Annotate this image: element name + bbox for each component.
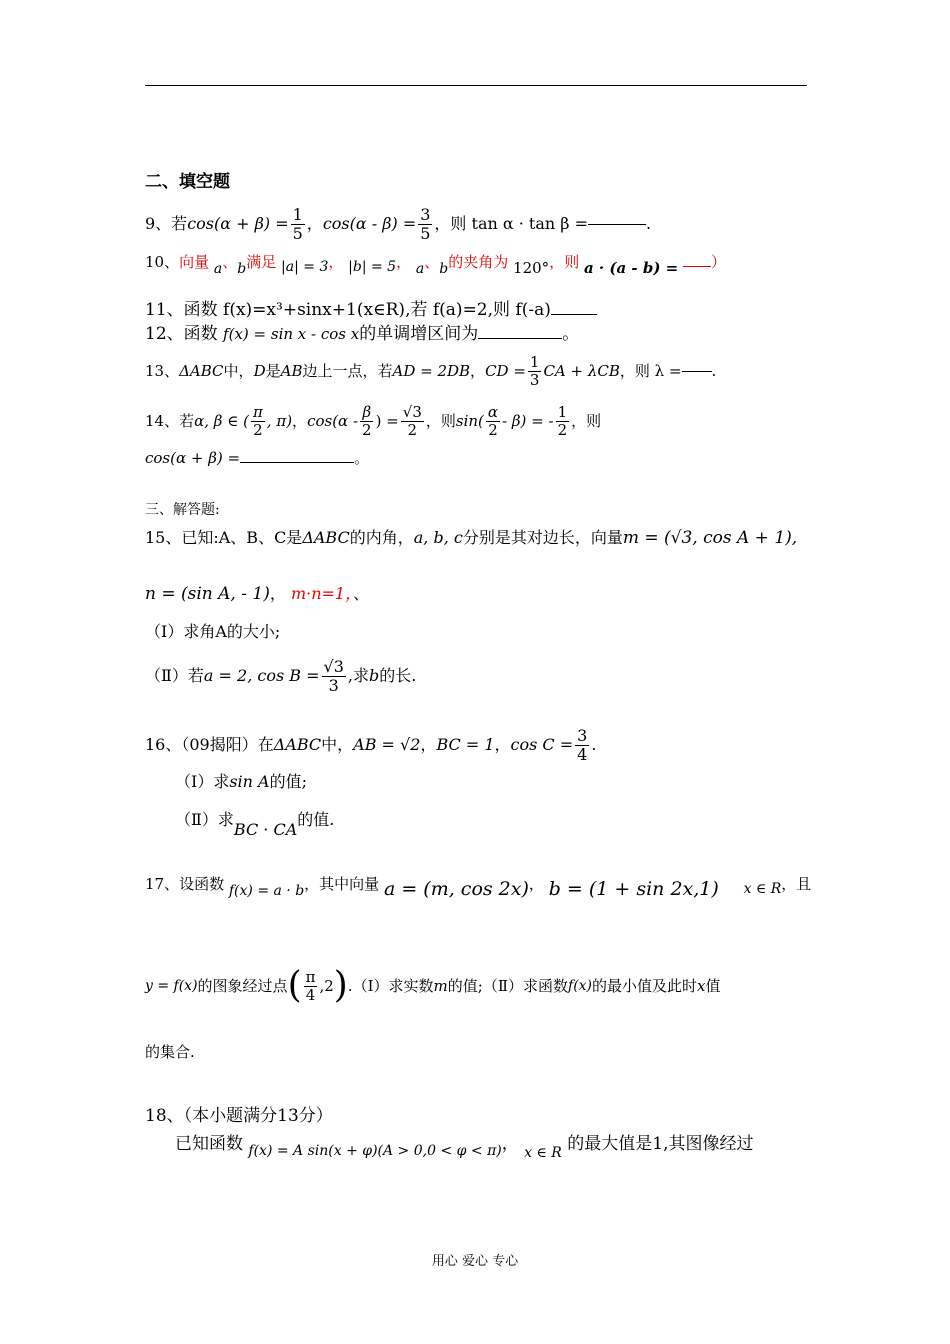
question-15-part-2: （Ⅱ）若 a = 2, cos B = $\frac{√3}{3}$ , 求 b 的长. xyxy=(145,656,417,695)
answer-blank[interactable] xyxy=(240,461,354,463)
question-16-part-1: （Ⅰ）求sin A的值; xyxy=(175,772,308,791)
header-rule xyxy=(145,85,807,86)
question-17-line-3: 的集合. xyxy=(145,1043,195,1061)
question-16-part-2: （Ⅱ）求BC · CA的值. xyxy=(175,810,335,839)
answer-blank[interactable] xyxy=(551,313,597,315)
question-14: 14、若 α, β ∈ ( $\frac{\pi}{2}$ , π) ， cos(α - $\frac{\beta}{2}$ ) = $\frac{√3}{2}$ ，则 sin( $\frac{\alpha}{2}$ - β) = - $\frac{1}{2}$ ，则 xyxy=(145,403,602,439)
question-18: 已知函数 $_{f(x) = A sin(x + \varphi)(A > 0,0 < \varphi < \pi)}$， $_{x \in R}$ 的最大值是1,其图像经过 xyxy=(175,1134,754,1161)
question-14-line-2: cos(α + β) = 。 xyxy=(145,449,370,467)
question-17-line-2: y = f(x) 的图象经过点 ( $\frac{\pi}{4}$ ,2 ) .（Ⅰ）求实数 m 的值;（Ⅱ）求函数 f(x) 的最小值及此时 x 值 xyxy=(145,965,721,1006)
question-17: 17、设函数 f(x) = a · b，其中向量 a = (m, cos 2x)， b = (1 + sin 2x,1) x ∈ R，且 xyxy=(145,875,812,900)
question-15: 15、已知:A、B、C是ΔABC的内角，a, b, c分别是其对边长，向量m = (√3, cos A + 1), xyxy=(145,528,798,548)
section-3-title: 三、解答题: xyxy=(145,502,220,518)
question-13: 13、 ΔABC 中， D 是 AB 边上一点，若 AD = 2DB ， CD = $\frac{1}{3}$ CA + λCB ，则 λ = . xyxy=(145,353,717,389)
question-11: 11、函数 f(x)=x³+sinx+1(x∈R),若 f(a)=2,则 f(-a) xyxy=(145,298,597,322)
question-12: 12、函数 f(x) = sin x - cos x的单调增区间为 。 xyxy=(145,324,580,344)
answer-blank[interactable] xyxy=(683,265,711,267)
answer-blank[interactable] xyxy=(478,337,562,339)
question-10: 10、向量 a、b满足 |a| = 3， |b| = 5， a、b的夹角为 120°，则 a · (a - b) = ） xyxy=(145,253,727,277)
fraction: $\frac{3}{5}$ xyxy=(420,204,431,243)
question-15-part-1: （Ⅰ）求角A的大小; xyxy=(145,622,281,641)
question-9: 9、若 cos(α + β) = $\frac{1}{5}$ ， cos(α - β) = $\frac{3}{5}$ ，则 tan α · tan β = . xyxy=(145,204,652,243)
question-16: 16、（09揭阳）在 ΔABC 中， AB = √2 ， BC = 1 ， cos C = $\frac{3}{4}$ . xyxy=(145,725,597,764)
answer-blank[interactable] xyxy=(588,223,646,225)
page-footer: 用心 爱心 专心 xyxy=(431,1254,519,1269)
fraction: $\frac{1}{5}$ xyxy=(292,204,303,243)
answer-blank[interactable] xyxy=(682,370,712,372)
section-2-title: 二、填空题 xyxy=(145,172,230,192)
question-15-vector-n: n = (sin A, - 1)， m·n=1，、 xyxy=(145,584,370,604)
question-18-title: 18、（本小题满分13分） xyxy=(145,1106,333,1126)
